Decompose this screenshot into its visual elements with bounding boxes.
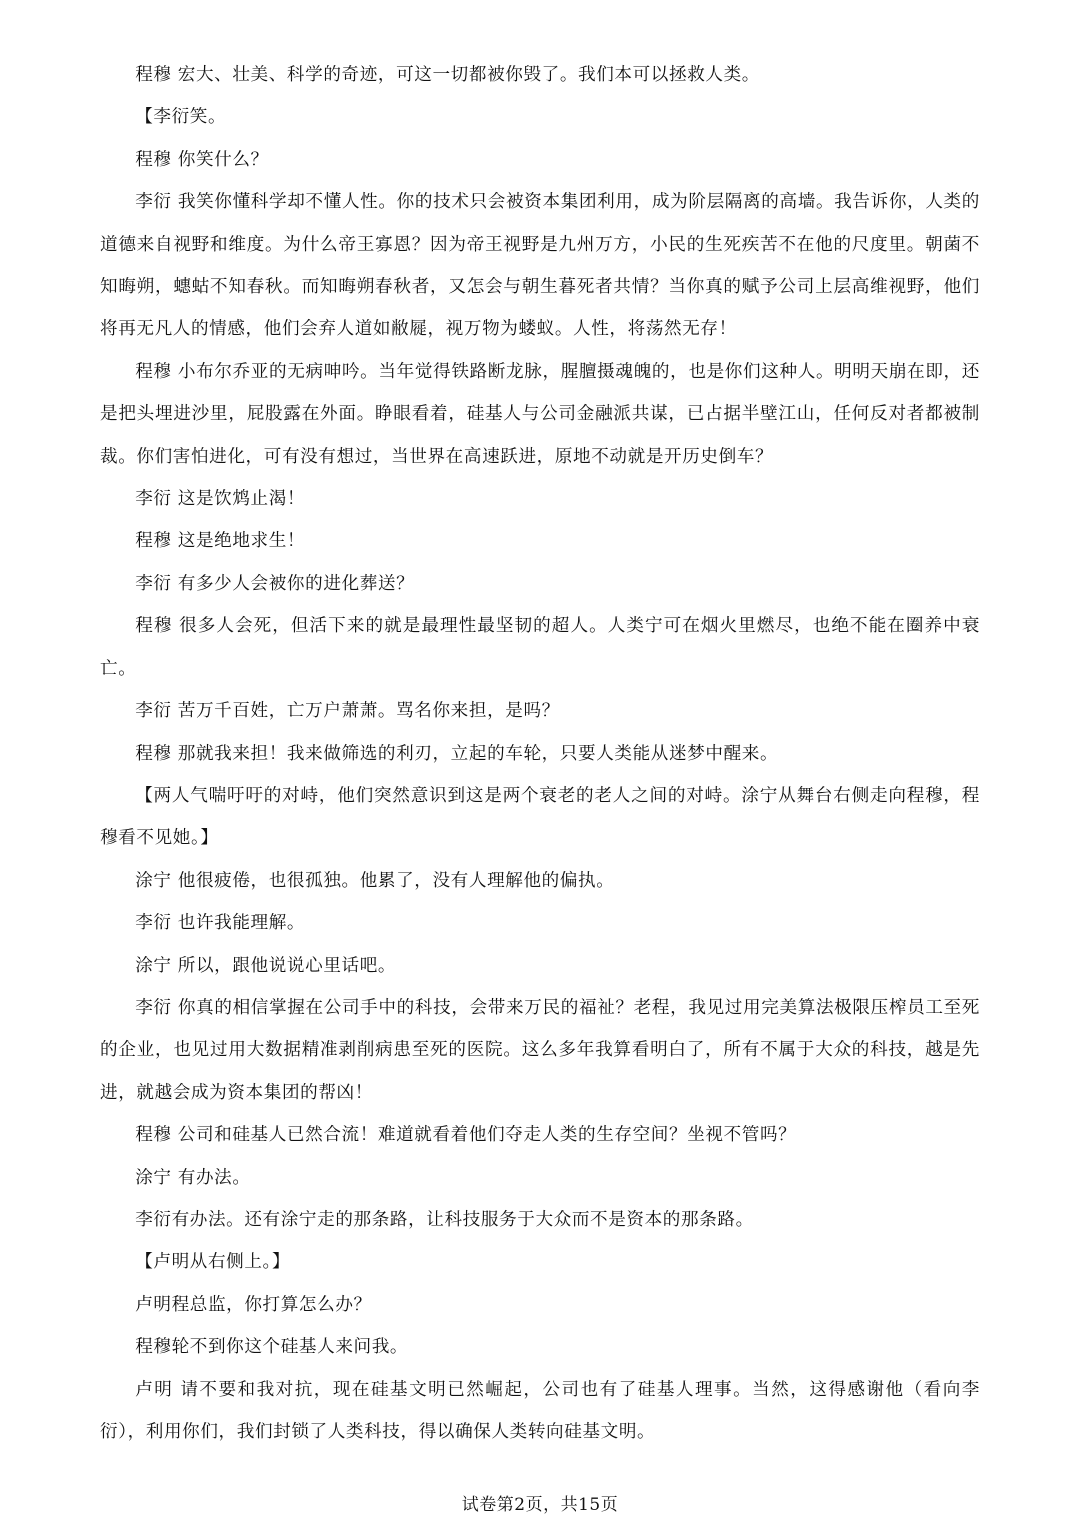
paragraph: 李衍 你真的相信掌握在公司手中的科技，会带来万民的福祉？老程，我见过用完美算法极限压榨员工至死的企业，也见过用大数据精准剥削病患至死的医院。这么多年我算看明白了，所有不属于大众的科技，越是先进，就越会成为资本集团的帮凶！ — [100, 997, 980, 1103]
paragraph: 李衍 这是饮鸩止渴！ — [135, 489, 306, 510]
paragraph: 程穆 这是绝地求生！ — [135, 531, 306, 552]
paragraph: 涂宁 有办法。 — [135, 1167, 251, 1188]
paragraph: 卢明程总监，你打算怎么办？ — [135, 1294, 372, 1315]
paragraph: 程穆 宏大、壮美、科学的奇迹，可这一切都被你毁了。我们本可以拯救人类。 — [135, 65, 760, 85]
paragraph: 李衍有办法。还有涂宁走的那条路，让科技服务于大众而不是资本的那条路。 — [135, 1209, 754, 1230]
paragraph: 涂宁 所以，跟他说说心里话吧。 — [135, 955, 397, 976]
paragraph: 程穆 很多人会死，但活下来的就是最理性最坚韧的超人。人类宁可在烟火里燃尽，也绝不能在圈养中衰亡。 — [100, 616, 980, 679]
paragraph: 卢明 请不要和我对抗，现在硅基文明已然崛起，公司也有了硅基人理事。当然，这得感谢他（看向李衍），利用你们，我们封锁了人类科技，得以确保人类转向硅基文明。 — [100, 1379, 980, 1442]
paragraph: 程穆 你笑什么？ — [135, 149, 269, 170]
paragraph: 李衍 有多少人会被你的进化葬送？ — [135, 573, 415, 594]
paragraph: 李衍 苦万千百姓，亡万户萧萧。骂名你来担，是吗？ — [135, 701, 560, 722]
document-body — [100, 54, 980, 1453]
page-footer: 试卷第2页，共15页 — [461, 1495, 619, 1515]
stage-direction: 【李衍笑。 — [135, 107, 227, 128]
paragraph: 程穆轮不到你这个硅基人来问我。 — [135, 1337, 409, 1358]
paragraph: 李衍 也许我能理解。 — [135, 913, 306, 934]
paragraph: 程穆 那就我来担！我来做筛选的利刃，立起的车轮，只要人类能从迷梦中醒来。 — [135, 743, 779, 764]
paragraph: 李衍 我笑你懂科学却不懂人性。你的技术只会被资本集团利用，成为阶层隔离的高墙。我告诉你，人类的道德来自视野和维度。为什么帝王寡恩？因为帝王视野是九州万方，小民的生死疾苦不在他的尺度里。朝菌不知晦朔，蟪蛄不知春秋。而知晦朔春秋者，又怎会与朝生暮死者共情？当你真的赋予公司上层高维视野，他们将再无凡人的情感，他们会弃人道如敝屣，视万物为蝼蚁。人性，将荡然无存！ — [100, 192, 980, 340]
stage-direction: 【卢明从右侧上。】 — [135, 1252, 291, 1273]
paragraph: 程穆 公司和硅基人已然合流！难道就看着他们夺走人类的生存空间？坐视不管吗？ — [135, 1125, 797, 1146]
stage-direction: 【两人气喘吁吁的对峙，他们突然意识到这是两个衰老的老人之间的对峙。涂宁从舞台右侧走向程穆，程穆看不见她。】 — [100, 785, 980, 849]
paragraph: 涂宁 他很疲倦，也很孤独。他累了，没有人理解他的偏执。 — [135, 870, 615, 891]
paragraph: 程穆 小布尔乔亚的无病呻吟。当年觉得铁路断龙脉，腥膻摄魂魄的，也是你们这种人。明明天崩在即，还是把头埋进沙里，屁股露在外面。睁眼看着，硅基人与公司金融派共谋，已占据半壁江山，任何反对者都被制裁。你们害怕进化，可有没有想过，当世界在高速跃进，原地不动就是开历史倒车？ — [100, 361, 980, 467]
